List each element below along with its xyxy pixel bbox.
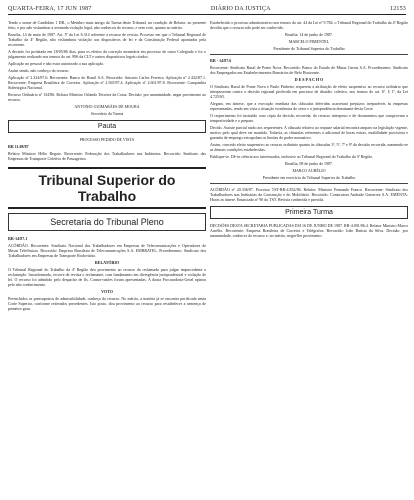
left-paragraph-3: A decisão foi prolatada em 18/05/86 dias, para os efeitos da correção monetária em processo de outro Colegiado e foi o julgamento realizado nos termos do art. 896 da CLT e outros dispositivos legais citados.: [8, 49, 206, 59]
pauta-box: [8, 120, 206, 133]
left-column: [8, 20, 206, 496]
signature-role: Secretário da Turma: [90, 111, 124, 116]
relatorio-heading: RELATÓRIO: [94, 260, 120, 265]
sign2-role: Presidente em exercício do Tribunal Superior do Trabalho: [262, 175, 356, 180]
turma-box: [210, 206, 408, 219]
voto-text: Preenchidos os pressupostos de admissibilidade, conheço do recurso. No mérito, a matéria já se encontra pacificada nesta Corte Superior, conforme reiterados precedentes. Isto posto, dou provimento ao recurso para restabelecer a sentença de primeiro grau.: [8, 296, 206, 311]
relatorio-text: O Tribunal Regional do Trabalho da 4ª Região deu provimento ao recurso da reclamada para julgar improcedente a reclamação. Inconformado, recorre de revista o reclamante, com fundamento em divergência jurisprudencial e violação de lei. O recurso foi admitido pelo despacho de fls. Contra-razões foram apresentadas. A douta Procuradoria-Geral opinou pelo não conhecimento.: [8, 267, 206, 287]
signature-name: ANTONIO GUIMARÃES DE MOURA: [74, 104, 140, 109]
page-header: [8, 6, 406, 15]
case-label: RR 11.08/87: [8, 144, 29, 149]
header-page-number: 12153: [390, 6, 406, 12]
despacho-paragraph-5: Assim, concedo efeito suspensivo ao recurso ordinário quanto às cláusulas 3ª, 5ª, 7ª e 9ª da decisão recorrida, mantendo-se as demais condições estabelecidas.: [210, 142, 408, 152]
header-date: QUARTA-FEIRA, 17 JUN 1987: [8, 6, 92, 12]
sign2-name: MARCO AURÉLIO: [292, 168, 326, 173]
pauta-label: Pauta: [97, 123, 117, 130]
despacho-paragraph-3: O requerimento foi instruído com cópia da decisão recorrida, do recurso interposto e de documentos que comprovam a tempestividade e o preparo.: [210, 113, 408, 123]
left-paragraph-5: Assim sendo, não conheço do recurso.: [8, 68, 70, 73]
divider: [210, 54, 408, 55]
ementa-text: ACÓRDÃO. Recorrente: Sindicato Nacional dos Trabalhadores em Empresas de Telecomunicações e Operadores de Mesas Telefônicas. Recorrido: Empresa Brasileira de Telecomunicações S.A. EMBRATEL. Procedimento: Sindicato dos Trabalhadores em Empresas de Transporte Rodoviário.: [8, 243, 206, 258]
left-paragraph-1: Tendo o nome de Candidato 1 DR., o Membro mais antigo da Turma deste Tribunal, na condição de Relator, ao presente feito, e por não vislumbrar a aventada violação legal, não conheceu do recurso, e sem voto, quanto ao mérito.: [8, 20, 206, 30]
voto-heading: VOTO: [101, 289, 113, 294]
ementa-label: RR-14/87.1: [8, 236, 28, 241]
right-case-text: Recorrente: Sindicato Rural de Ponte Nova. Recorrido: Banco do Estado de Minas Gerais S.A. Procedimento: Sindicato dos Empregados em Estabelecimentos Bancários de Belo Horizonte.: [210, 65, 408, 75]
sign-date: Brasília, 14 de junho de 1987.: [284, 32, 334, 37]
despacho-paragraph-4: Decido. Assiste parcial razão aos requerentes. A cláusula relativa ao reajuste salarial encontra amparo na legislação vigente, motivo pelo qual deve ser mantida. Todavia, as cláusulas referentes a adicional de horas extras, estabilidade provisória e garantia de emprego extrapolam os limites do poder normativo.: [210, 125, 408, 140]
right-case-label: RR - 14/87.6: [210, 58, 232, 63]
left-paragraph-4: Aplicação no pessoal e não estar autorizado a sua aplicação.: [8, 61, 105, 66]
court-title: Tribunal Superior do Trabalho: [8, 167, 206, 209]
sign2-date: Brasília, 08 de junho de 1987.: [284, 161, 334, 166]
case-text: Relator Ministro Hélio Regato. Recorrente: Federação dos Trabalhadores nas Indústrias. Recorrido: Sindicato das Empresas de Transporte Coletivo de Passageiros.: [8, 151, 206, 161]
acordao-text: ACÓRDÃO nº 20.336/87. Processo TST-RR-4.832/86. Relator: Ministro Fernando Franco. Recorrente: Sindicato dos Trabalhadores nas Indústrias da Construção e do Mobiliário. Recorrido: Construtora Andrade Gutierrez S.A. EMENTA: Horas in itinere. Enunciado nº 90 do TST. Revista conhecida e provida.: [210, 187, 408, 202]
sign-name: MARCELO PIMENTEL: [288, 39, 330, 44]
pauta-line: PROCESSO PEDIDO DE VISTA: [79, 137, 135, 142]
section-title: Secretaria do Tribunal Pleno: [8, 213, 206, 231]
despacho-paragraph-2: Alegam, em síntese, que a execução imediata das cláusulas deferidas acarretará prejuízos irreparáveis às empresas representadas, tendo em vista a situação econômica do setor e a jurisprudência dominante desta Corte.: [210, 101, 408, 111]
turma-label: Primeira Turma: [285, 209, 333, 216]
despacho-paragraph-1: O Sindicato Rural de Ponte Nova e Paulo Pinheiro requerem a atribuição de efeito suspensivo ao recurso ordinário que interpuseram contra a decisão regional proferida em processo de dissídio coletivo, nos termos do art. 6º, § 1º, da Lei 4.725/65.: [210, 84, 408, 99]
divider-2: [210, 183, 408, 184]
left-paragraph-6: Aplicação nº 2.334/87.6. Recorrente: Banco do Brasil S.A. Recorrido: Antonio Carlos Ferreira. Aplicação nº 2.432/87.1. Recorrente: Empresa Brasileira de Correios. Aplicação nº 2.565/87.4. Aplicação nº 2.601/87.8. Recorrente: Companhia Siderúrgica Nacional.: [8, 75, 206, 90]
despacho-heading: D E S P A C H O: [294, 77, 324, 82]
despacho-paragraph-6: Publique-se. Dê-se ciência aos interessados, inclusive ao Tribunal Regional do Trabalho da 3ª Região.: [210, 154, 374, 159]
header-publication: DIÁRIO DA JUSTIÇA: [210, 6, 271, 12]
right-column: [210, 20, 408, 496]
turma-text: DECISÕES DESTA SECRETARIA PUBLICADAS EM 16 DE JUNHO DE 1987. RR-4.001/86.4. Relator Ministro Marco Aurélio. Recorrente: Empresa Brasileira de Correios e Telégrafos. Recorrido: João Batista da Silva. Decisão: por unanimidade, conhecer do recurso e, no mérito, negar-lhe provimento.: [210, 223, 408, 238]
left-paragraph-7: Recurso Ordinário nº 134/86. Relator Ministro Orlando Teixeira da Costa. Decisão: por unanimidade, negar provimento ao recurso.: [8, 92, 206, 102]
sign-role: Presidente do Tribunal Superior do Trabalho: [273, 46, 345, 51]
right-intro-text: Estabelecido o processo administrativo nos termos do art. 44 da Lei nº 9.784, o Tribunal Regional do Trabalho da 4ª Região decidiu que o recurso não pode ser conhecido.: [210, 20, 408, 30]
left-paragraph-2: Brasília, 14 de maio de 1987. Art. 5º da Lei 6.314 referente a recurso de revista. Processo em que o Tribunal Regional de Trabalho da 4ª Região, não vislumbrou violação aos dispositivos de lei e da Constituição Federal apontados pela recorrente.: [8, 32, 206, 47]
